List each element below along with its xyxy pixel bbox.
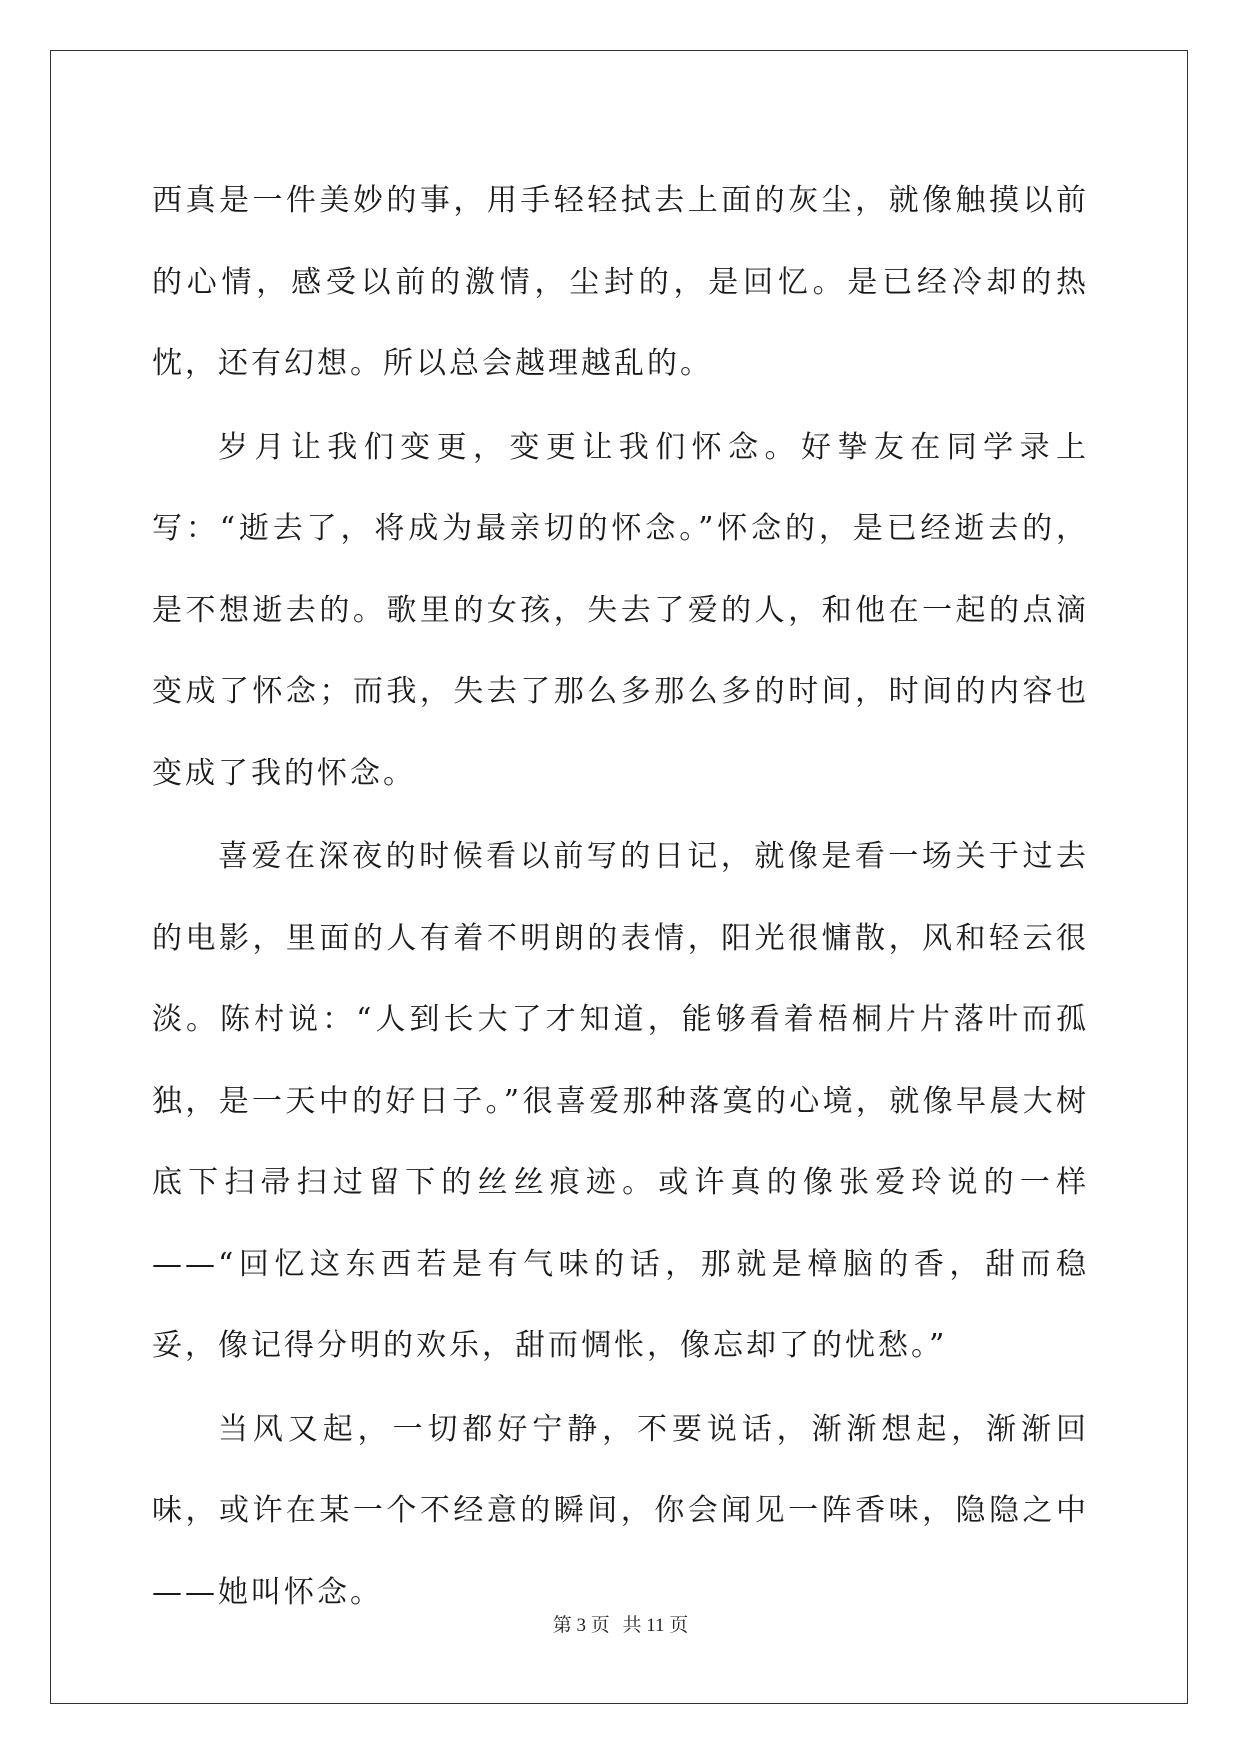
document-body [152, 160, 1089, 1635]
paragraph: 当风又起，一切都好宁静，不要说话，渐渐想起，渐渐回味，或许在某一个不经意的瞬间，你会闻见一阵香味，隐隐之中——她叫怀念。 [152, 1411, 1089, 1610]
page-total: 共 11 页 [622, 1615, 689, 1636]
paragraph: 西真是一件美妙的事，用手轻轻拭去上面的灰尘，就像触摸以前的心情，感受以前的激情，尘封的，是回忆。是已经冷却的热忱，还有幻想。所以总会越理越乱的。 [152, 183, 1089, 381]
paragraph: 岁月让我们变更，变更让我们怀念。好挚友在同学录上写：“逝去了，将成为最亲切的怀念。”怀念的，是已经逝去的，是不想逝去的。歌里的女孩，失去了爱的人，和他在一起的点滴变成了怀念；而我，失去了那么多那么多的时间，时间的内容也变成了我的怀念。 [152, 429, 1089, 791]
page-footer [0, 1610, 1241, 1637]
page-number: 第 3 页 [552, 1615, 610, 1636]
paragraph: 喜爱在深夜的时候看以前写的日记，就像是看一场关于过去的电影，里面的人有着不明朗的表情，阳光很慵散，风和轻云很淡。陈村说：“人到长大了才知道，能够看着梧桐片片落叶而孤独，是一天中的好日子。”很喜爱那种落寞的心境，就像早晨大树底下扫帚扫过留下的丝丝痕迹。或许真的像张爱玲说的一样——“回忆这东西若是有气味的话，那就是樟脑的香，甜而稳妥，像记得分明的欢乐，甜而惆怅，像忘却了的忧愁。” [152, 839, 1089, 1363]
